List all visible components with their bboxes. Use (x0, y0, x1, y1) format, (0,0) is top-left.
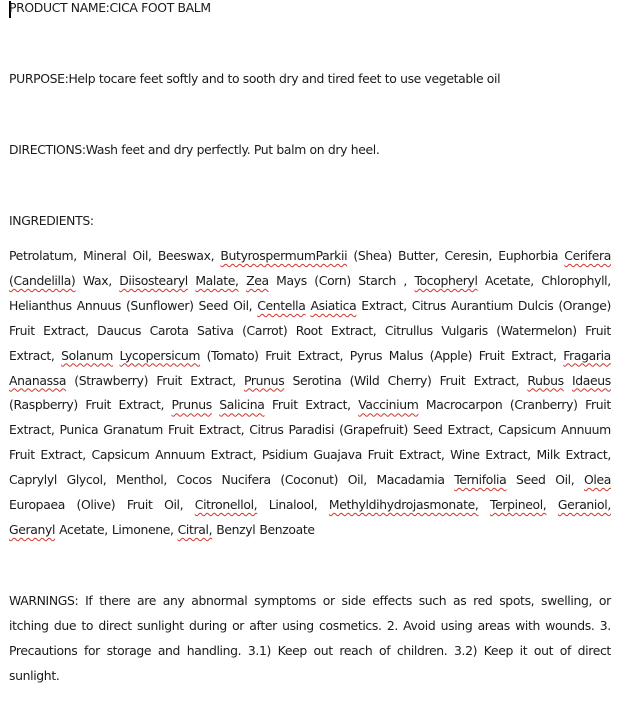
word: Fruit (478, 347, 505, 363)
word: (Strawberry) (74, 372, 149, 388)
word: Nucifera (221, 472, 271, 488)
word: Fruit (585, 397, 611, 413)
word: itching (9, 617, 49, 633)
word: as (453, 593, 467, 608)
word: 3.2) (454, 642, 478, 658)
ingredients-line (9, 298, 611, 318)
word: Helianthus (9, 297, 72, 313)
word: Extract, (118, 397, 165, 413)
word: or (232, 617, 245, 633)
ingredients-line (9, 323, 611, 343)
word: (Candelilla) (9, 272, 76, 288)
word: Avoid (403, 617, 436, 633)
word: Geranyl (9, 521, 56, 537)
ingredients-line (9, 248, 611, 268)
word: Extract, (9, 347, 55, 363)
word: to (81, 617, 94, 633)
word: Acetate, (59, 521, 108, 537)
word: Petrolatum, (9, 248, 77, 263)
word: Fruit (367, 447, 394, 463)
word: using (440, 617, 473, 633)
word: Extract, (305, 397, 351, 413)
word: handling. (186, 642, 242, 658)
word: WARNINGS: (9, 593, 79, 608)
word: 3. (599, 617, 611, 633)
word: Tocopheryl (414, 272, 478, 288)
product-name: PRODUCT NAME:CICA FOOT BALM (9, 0, 211, 15)
word: , (403, 272, 407, 288)
word: reach (339, 642, 373, 658)
word: direct (98, 617, 132, 633)
word: Seed (516, 472, 546, 488)
word: Cocos (176, 472, 212, 488)
word: Annuum (561, 422, 611, 438)
word: Centella (257, 297, 306, 313)
word: Malus (388, 347, 424, 363)
word: Wine (450, 447, 480, 463)
word: Macrocarpon (425, 397, 503, 413)
word: Extract, (190, 372, 236, 388)
word: (Apple) (429, 347, 473, 363)
word: using (282, 617, 314, 633)
word: Sativa (197, 322, 234, 338)
word: Acetate, (485, 272, 534, 288)
word: Terpineol, (489, 497, 547, 512)
word: Extract, (198, 422, 245, 438)
word: Salicina (219, 397, 265, 413)
word: Vulgaris (441, 322, 488, 338)
word: Extract, (398, 447, 445, 463)
word: out (313, 642, 333, 658)
word: due (53, 617, 77, 633)
word: Extract, (210, 447, 257, 463)
word: (Tomato) (206, 347, 259, 363)
word: Menthol, (115, 472, 167, 488)
word: Extract, (565, 447, 611, 463)
word: swelling, (541, 593, 593, 608)
word: Butter, (398, 248, 439, 263)
word: Benzyl (216, 521, 256, 537)
warnings-line (9, 668, 611, 688)
purpose: PURPOSE:Help tocare feet softly and to sooth dry and tired feet to use vegetable oil (9, 71, 501, 86)
word: Dulcis (517, 297, 554, 313)
warnings-line (9, 593, 611, 613)
word: Ceresin, (444, 248, 493, 263)
word: effects (372, 593, 412, 608)
word: Linalool, (268, 497, 318, 512)
word: Chlorophyll, (541, 272, 611, 288)
word: Macadamia (376, 472, 445, 488)
word: of (559, 642, 571, 658)
word: Fruit (272, 397, 298, 413)
word: any (162, 593, 185, 608)
word: Europaea (9, 497, 65, 512)
word: If (85, 593, 93, 608)
word: 2. (386, 617, 398, 633)
word: are (137, 593, 156, 608)
word: Extract, (473, 372, 520, 388)
word: Fragaria (563, 347, 611, 363)
word: Caprylyl (9, 472, 57, 488)
word: Citral, (177, 521, 213, 537)
word: Solanum (61, 347, 113, 363)
word: direct (577, 642, 611, 658)
word: Geraniol, (557, 497, 611, 512)
word: during (188, 617, 227, 633)
word: Keep (483, 642, 513, 658)
word: Malate, (195, 272, 239, 288)
ingredients-line (9, 273, 611, 293)
word: Zea (246, 272, 269, 288)
ingredients-line (9, 373, 611, 393)
word: Citrus (249, 422, 284, 438)
word: Serotina (292, 372, 342, 388)
word: side (341, 593, 366, 608)
word: Extract, (511, 347, 557, 363)
word: red (473, 593, 493, 608)
word: symptoms (254, 593, 316, 608)
word: Ananassa (9, 372, 67, 388)
word: sunlight (136, 617, 184, 633)
directions: DIRECTIONS:Wash feet and dry perfectly. Put balm on dry heel. (9, 142, 380, 157)
word: Paradisi (288, 422, 335, 438)
word: (Coconut) (280, 472, 339, 488)
word: Capsicum (91, 447, 150, 463)
word: Olea (583, 472, 611, 488)
word: Fruit (167, 422, 194, 438)
word: Fruit (85, 397, 112, 413)
word: Prunus (171, 397, 212, 413)
word: Diisostearyl (119, 272, 188, 288)
word: for (83, 642, 100, 658)
word: (Watermelon) (496, 322, 577, 338)
word: cosmetics. (319, 617, 382, 633)
word: Capsicum (498, 422, 557, 438)
word: Keep (277, 642, 307, 658)
word: out (533, 642, 554, 658)
word: Fruit (9, 447, 35, 463)
word: Lycopersicum (119, 347, 201, 363)
word: sunlight. (9, 667, 60, 683)
word: with (515, 617, 541, 633)
ingredients-line (9, 422, 611, 442)
word: Guajava (313, 447, 362, 463)
ingredients-line (9, 348, 611, 368)
word: (Orange) (558, 297, 611, 313)
word: Wax, (82, 272, 112, 288)
word: Citrus (411, 297, 447, 313)
ingredients-line (9, 397, 611, 417)
word: Oil, (555, 472, 575, 488)
word: (Cranberry) (509, 397, 578, 413)
word: Seed (198, 297, 229, 313)
word: Citronellol, (194, 497, 258, 512)
word: Asiatica (310, 297, 357, 313)
word: or (598, 593, 611, 608)
word: (Grapefruit) (339, 422, 408, 438)
word: Methyldihydrojasmonate, (328, 497, 479, 512)
word: Beeswax, (157, 248, 215, 263)
word: Rubus (527, 372, 564, 388)
word: Glycol, (66, 472, 107, 488)
word: and (157, 642, 181, 658)
word: such (418, 593, 447, 608)
ingredients-heading: INGREDIENTS: (9, 213, 94, 228)
word: storage (106, 642, 152, 658)
ingredients-line (9, 447, 611, 467)
word: (Shea) (353, 248, 392, 263)
word: Punica (59, 422, 99, 438)
word: (Corn) (314, 272, 351, 288)
word: Psidium (261, 447, 308, 463)
word: Extract, (361, 297, 407, 313)
word: Extract, (330, 322, 377, 338)
word: Granatum (103, 422, 163, 438)
word: Fruit (265, 347, 291, 363)
word: Mineral (83, 248, 127, 263)
word: Annuus (76, 297, 121, 313)
word: Cherry) (387, 372, 432, 388)
word: there (99, 593, 131, 608)
word: Extract, (485, 447, 531, 463)
word: (Carrot) (242, 322, 288, 338)
ingredients-line (9, 472, 611, 492)
word: wounds. (545, 617, 595, 633)
word: Carota (149, 322, 189, 338)
word: Prunus (244, 372, 285, 388)
word: Mays (276, 272, 307, 288)
word: after (249, 617, 277, 633)
word: Euphorbia (498, 248, 559, 263)
word: Oil, (164, 497, 184, 512)
ingredients-line (9, 497, 611, 517)
word: ButyrospermumParkii (220, 248, 348, 263)
word: Annuum (155, 447, 205, 463)
word: Extract, (43, 322, 89, 338)
word: Idaeus (571, 372, 611, 388)
word: Precautions (9, 642, 78, 658)
word: Seed (412, 422, 443, 438)
word: Extract, (40, 447, 86, 463)
word: Fruit (9, 322, 35, 338)
word: Benzoate (259, 521, 315, 537)
word: Root (295, 322, 323, 338)
word: areas (477, 617, 510, 633)
word: abnormal (191, 593, 248, 608)
word: Aurantium (451, 297, 513, 313)
word: Pyrus (349, 347, 383, 363)
word: children. (396, 642, 448, 658)
word: Fruit (439, 372, 466, 388)
word: Limonene, (111, 521, 174, 537)
word: (Raspberry) (9, 397, 78, 413)
word: Daucus (97, 322, 142, 338)
word: Citrullus (384, 322, 433, 338)
word: Extract, (447, 422, 494, 438)
word: 3.1) (247, 642, 272, 658)
word: of (378, 642, 391, 658)
word: Milk (536, 447, 560, 463)
word: Extract, (9, 422, 55, 438)
word: (Sunflower) (125, 297, 194, 313)
word: or (322, 593, 335, 608)
word: Starch (358, 272, 396, 288)
word: Fruit (126, 497, 153, 512)
word: Ternifolia (454, 472, 507, 488)
warnings-line (9, 618, 611, 638)
word: Cerifera (564, 248, 611, 263)
word: Fruit (585, 322, 611, 338)
warnings-line (9, 643, 611, 663)
word: Oil, (132, 248, 152, 263)
word: it (519, 642, 528, 658)
word: spots, (499, 593, 535, 608)
word: (Wild (349, 372, 380, 388)
ingredients-line (9, 522, 611, 542)
word: Extract, (297, 347, 344, 363)
word: Vaccinium (358, 397, 419, 413)
word: (Olive) (76, 497, 116, 512)
word: Oil, (347, 472, 367, 488)
word: Oil, (233, 297, 253, 313)
word: Fruit (156, 372, 183, 388)
